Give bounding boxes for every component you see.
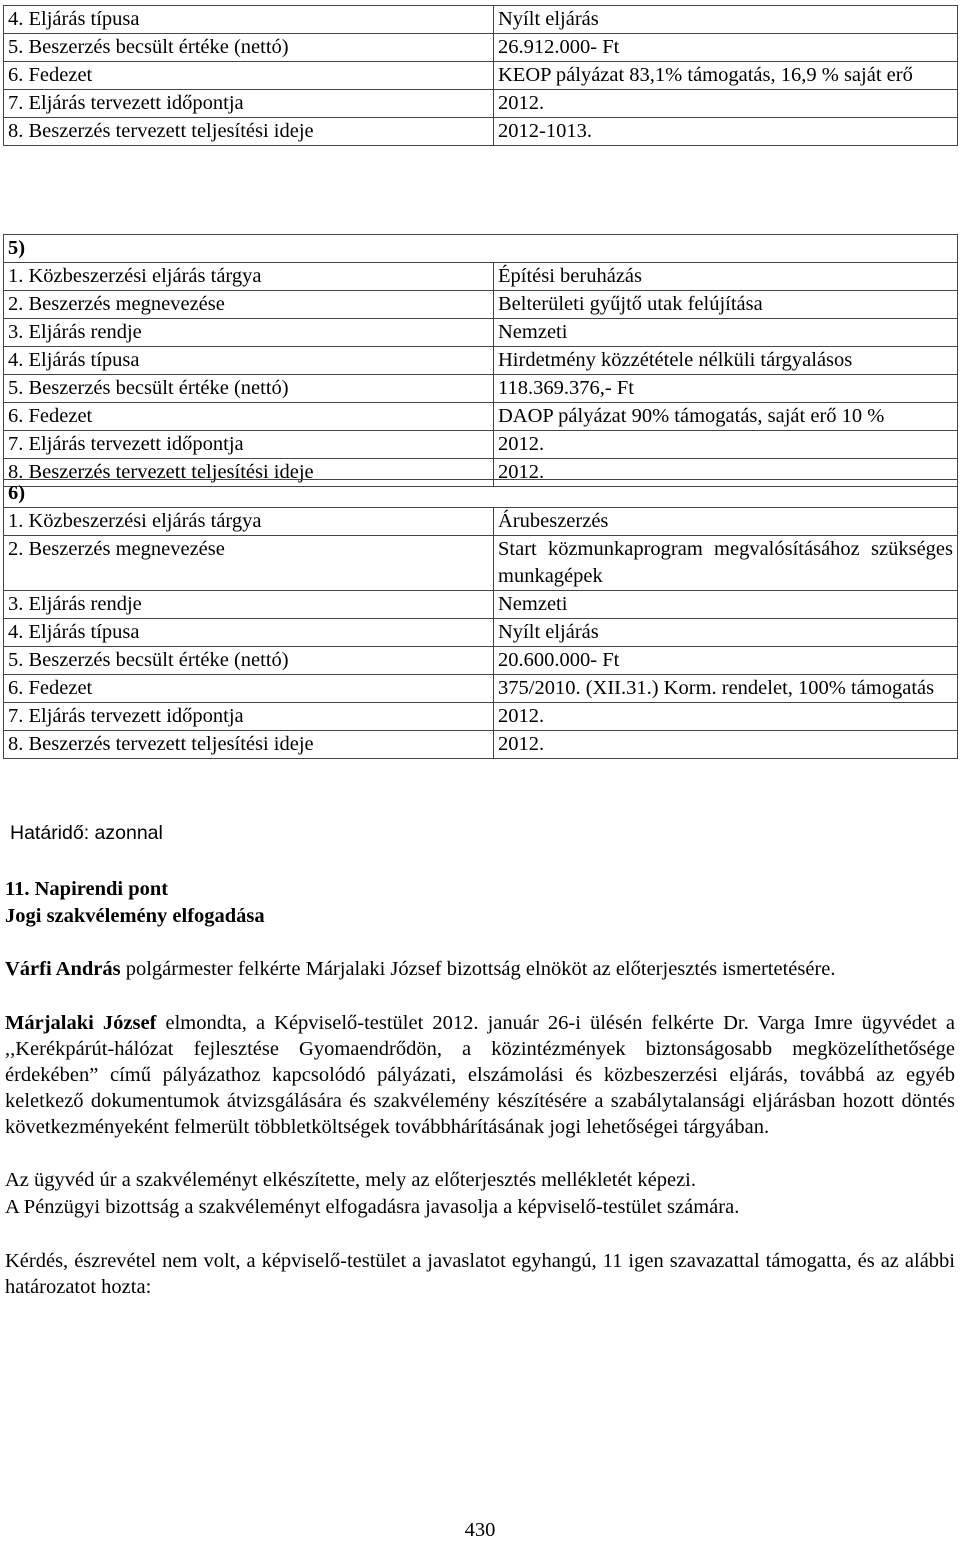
row-value: 2012. [494, 431, 958, 459]
row-value: 375/2010. (XII.31.) Korm. rendelet, 100% támogatás [494, 675, 958, 703]
row-value: Start közmunkaprogram megvalósításához szükséges munkagépek [494, 536, 958, 591]
row-label: 4. Eljárás típusa [4, 347, 494, 375]
table-row [4, 536, 958, 591]
procurement-table-6 [3, 479, 958, 759]
row-label: 8. Beszerzés tervezett teljesítési ideje [4, 459, 494, 487]
row-label: 8. Beszerzés tervezett teljesítési ideje [4, 731, 494, 759]
row-label: 8. Beszerzés tervezett teljesítési ideje [4, 118, 494, 146]
table-row [4, 263, 958, 291]
row-value: Építési beruházás [494, 263, 958, 291]
row-label: 3. Eljárás rendje [4, 591, 494, 619]
table-row [4, 591, 958, 619]
row-label: 7. Eljárás tervezett időpontja [4, 90, 494, 118]
row-value: Belterületi gyűjtő utak felújítása [494, 291, 958, 319]
row-value: KEOP pályázat 83,1% támogatás, 16,9 % saját erő [494, 62, 958, 90]
row-label: 3. Eljárás rendje [4, 319, 494, 347]
row-value: DAOP pályázat 90% támogatás, saját erő 10 % [494, 403, 958, 431]
row-value: 20.600.000- Ft [494, 647, 958, 675]
table-row [4, 647, 958, 675]
row-label: 5. Beszerzés becsült értéke (nettó) [4, 34, 494, 62]
row-value: 2012-1013. [494, 118, 958, 146]
row-value: Nemzeti [494, 591, 958, 619]
row-value: 2012. [494, 459, 958, 487]
row-value: Hirdetmény közzététele nélküli tárgyalásos [494, 347, 958, 375]
row-label: 6. Fedezet [4, 403, 494, 431]
paragraph-report [5, 1010, 955, 1140]
paragraph-text: elmondta, a Képviselő-testület 2012. január 26-i ülésén felkérte Dr. Varga Imre ügyvédet a ,,Kerékpárút-hálózat fejlesztése Gyomaendrődön, a közintézmények biztonságosabb megközelíthetősége érdekében” című pályázathoz kapcsolódó pályázati, elszámolási és közbeszerzési eljárás, továbbá az egyéb keletkező dokumentumok átvizsgálására és szakvélemény készítésére a szabálytalansági eljárásban hozott döntés következményeként felmerült többletköltségek továbbhárításának jogi lehetőségei tárgyában. [5, 1012, 956, 1138]
section-number: 6) [4, 480, 958, 508]
paragraph-intro [5, 956, 955, 982]
row-label: 1. Közbeszerzési eljárás tárgya [4, 263, 494, 291]
row-value: 2012. [494, 90, 958, 118]
procurement-table-5 [3, 234, 958, 487]
agenda-number: 11. Napirendi pont [5, 878, 169, 900]
procurement-table-4 [3, 5, 958, 146]
row-label: 1. Közbeszerzési eljárás tárgya [4, 508, 494, 536]
section-heading-row [4, 480, 958, 508]
table-row [4, 319, 958, 347]
row-value: Árubeszerzés [494, 508, 958, 536]
row-label: 6. Fedezet [4, 62, 494, 90]
table-row [4, 291, 958, 319]
table-row [4, 731, 958, 759]
table-row [4, 347, 958, 375]
row-value: Nemzeti [494, 319, 958, 347]
row-label: 2. Beszerzés megnevezése [4, 291, 494, 319]
row-value: 118.369.376,- Ft [494, 375, 958, 403]
speaker-name: Várfi András [5, 958, 121, 980]
row-label: 5. Beszerzés becsült értéke (nettó) [4, 647, 494, 675]
table-row [4, 375, 958, 403]
table-row [4, 675, 958, 703]
table-row [4, 703, 958, 731]
table-row [4, 62, 958, 90]
table-row [4, 403, 958, 431]
row-label: 4. Eljárás típusa [4, 6, 494, 34]
row-label: 7. Eljárás tervezett időpontja [4, 703, 494, 731]
row-label: 7. Eljárás tervezett időpontja [4, 431, 494, 459]
row-label: 4. Eljárás típusa [4, 619, 494, 647]
paragraph-committee: A Pénzügyi bizottság a szakvéleményt elfogadásra javasolja a képviselő-testület számára. [5, 1196, 740, 1218]
agenda-title: Jogi szakvélemény elfogadása [5, 905, 265, 927]
table-row [4, 118, 958, 146]
table-row [4, 431, 958, 459]
table-row [4, 619, 958, 647]
table-row [4, 6, 958, 34]
row-label: 2. Beszerzés megnevezése [4, 536, 494, 591]
deadline-text: Határidő: azonnal [10, 822, 163, 844]
row-label: 6. Fedezet [4, 675, 494, 703]
table-row [4, 508, 958, 536]
row-value: Nyílt eljárás [494, 619, 958, 647]
table-row [4, 90, 958, 118]
speaker-name: Márjalaki József [5, 1012, 157, 1034]
paragraph-vote: Kérdés, észrevétel nem volt, a képviselő-testület a javaslatot egyhangú, 11 igen szavazattal támogatta, és az alábbi határozatot hozta: [5, 1250, 955, 1298]
page-number: 430 [464, 1519, 496, 1541]
row-value: 2012. [494, 731, 958, 759]
row-label: 5. Beszerzés becsült értéke (nettó) [4, 375, 494, 403]
row-value: 2012. [494, 703, 958, 731]
row-value: 26.912.000- Ft [494, 34, 958, 62]
row-value: Nyílt eljárás [494, 6, 958, 34]
paragraph-lawyer: Az ügyvéd úr a szakvéleményt elkészítette, mely az előterjesztés mellékletét képezi. [5, 1169, 696, 1191]
section-heading-row [4, 235, 958, 263]
section-number: 5) [4, 235, 958, 263]
table-row [4, 34, 958, 62]
paragraph-text: polgármester felkérte Márjalaki József bizottság elnököt az előterjesztés ismertetésére. [120, 958, 836, 980]
